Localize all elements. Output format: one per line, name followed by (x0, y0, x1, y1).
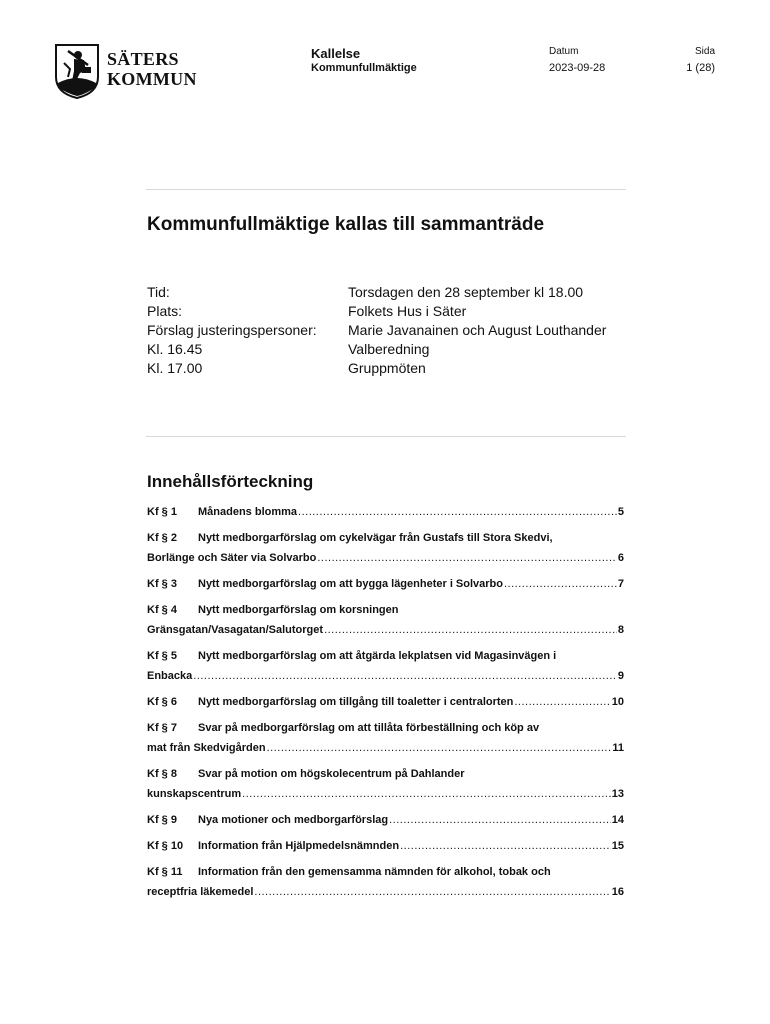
toc-heading: Innehållsförteckning (147, 472, 314, 491)
toc-item-number: Kf § 3 (147, 578, 177, 590)
logo-wordmark (107, 49, 197, 89)
date-label: Datum (549, 46, 579, 57)
meeting-detail-row (147, 283, 627, 302)
toc-item-number: Kf § 9 (147, 814, 177, 826)
toc-leader (514, 692, 610, 712)
logo-line-1: SÄTERS (107, 49, 179, 69)
toc-item-title: Information från den gemensamma nämnden för alkohol, tobak och (198, 866, 551, 878)
coat-of-arms-icon (54, 43, 100, 99)
toc-item-page: 8 (617, 624, 624, 636)
detail-value: Valberedning (348, 341, 430, 357)
toc-leader (317, 548, 617, 568)
toc-item-number: Kf § 7 (147, 722, 177, 734)
toc-item-number: Kf § 4 (147, 604, 177, 616)
toc-item-page: 6 (617, 552, 624, 564)
toc-item-title: Nytt medborgarförslag om cykelvägar från Gustafs till Stora Skedvi, (198, 532, 553, 544)
toc-leader (324, 620, 617, 640)
meeting-detail-row (147, 340, 627, 359)
toc-item-title: Nytt medborgarförslag om att åtgärda lekplatsen vid Magasinvägen i (198, 650, 557, 662)
toc-item-page: 14 (611, 814, 624, 826)
toc-item-number: Kf § 8 (147, 768, 177, 780)
toc-entry[interactable] (147, 764, 624, 804)
toc-item-page: 11 (612, 742, 624, 754)
page-title: Kommunfullmäktige kallas till sammanträde (147, 214, 545, 235)
toc-leader (298, 502, 617, 522)
toc-leader (389, 810, 611, 830)
detail-value: Folkets Hus i Säter (348, 303, 467, 319)
detail-value: Torsdagen den 28 september kl 18.00 (348, 284, 584, 300)
meeting-detail-row (147, 302, 627, 321)
toc-entry[interactable] (147, 692, 624, 712)
toc-item-number: Kf § 10 (147, 840, 184, 852)
toc-entry[interactable] (147, 502, 624, 522)
toc-entry[interactable] (147, 836, 624, 856)
logo-line-2: KOMMUN (107, 69, 197, 89)
toc-leader (242, 784, 611, 804)
toc-entry[interactable] (147, 718, 624, 758)
table-of-contents (147, 502, 624, 908)
toc-item-title-continued: kunskapscentrum (147, 788, 242, 800)
toc-item-number: Kf § 11 (147, 866, 183, 878)
detail-label: Förslag justeringspersoner: (147, 322, 317, 338)
meeting-details (147, 283, 627, 378)
toc-item-number: Kf § 6 (147, 696, 177, 708)
toc-item-title-continued: Gränsgatan/Vasagatan/Salutorget (147, 624, 324, 636)
toc-item-page: 16 (611, 886, 624, 898)
toc-leader (193, 666, 617, 686)
page-label: Sida (694, 46, 715, 57)
toc-item-number: Kf § 1 (147, 506, 177, 518)
meeting-detail-row (147, 321, 627, 340)
toc-item-page: 15 (611, 840, 624, 852)
toc-item-page: 9 (617, 670, 624, 682)
municipality-logo (54, 43, 204, 101)
toc-leader (267, 738, 612, 758)
toc-item-title: Månadens blomma (198, 506, 298, 518)
toc-entry[interactable] (147, 528, 624, 568)
date-value: 2023-09-28 (549, 62, 606, 74)
toc-item-number: Kf § 5 (147, 650, 177, 662)
divider-middle (146, 436, 626, 437)
toc-item-title-continued: receptfria läkemedel (147, 886, 254, 898)
toc-entry[interactable] (147, 600, 624, 640)
toc-leader (254, 882, 610, 902)
toc-item-title: Information från Hjälpmedelsnämnden (198, 840, 400, 852)
toc-item-page: 5 (617, 506, 624, 518)
toc-entry[interactable] (147, 574, 624, 594)
meeting-detail-row (147, 359, 627, 378)
toc-item-page: 7 (617, 578, 624, 590)
toc-leader (504, 574, 617, 594)
toc-item-title-continued: mat från Skedvigården (147, 742, 266, 754)
toc-item-title: Svar på motion om högskolecentrum på Dahlander (198, 768, 465, 780)
toc-item-title-continued: Borlänge och Säter via Solvarbo (147, 552, 317, 564)
toc-entry[interactable] (147, 646, 624, 686)
toc-item-page: 10 (611, 696, 624, 708)
toc-item-title: Svar på medborgarförslag om att tillåta förbeställning och köp av (198, 722, 540, 734)
toc-entry[interactable] (147, 810, 624, 830)
detail-label: Tid: (147, 284, 170, 300)
document-subtitle: Kommunfullmäktige (311, 62, 417, 74)
page-number: 1 (28) (686, 62, 715, 74)
detail-value: Gruppmöten (348, 360, 426, 376)
detail-label: Kl. 17.00 (147, 360, 203, 376)
detail-label: Kl. 16.45 (147, 341, 203, 357)
toc-item-title: Nytt medborgarförslag om tillgång till toaletter i centralorten (198, 696, 514, 708)
divider-top (146, 189, 626, 190)
toc-item-page: 13 (611, 788, 624, 800)
detail-label: Plats: (147, 303, 183, 319)
toc-leader (400, 836, 611, 856)
document-type: Kallelse (311, 46, 361, 61)
toc-item-title: Nytt medborgarförslag om korsningen (198, 604, 399, 616)
toc-item-title: Nytt medborgarförslag om att bygga lägenheter i Solvarbo (198, 578, 503, 590)
detail-value: Marie Javanainen och August Louthander (348, 322, 607, 338)
toc-item-number: Kf § 2 (147, 532, 177, 544)
toc-entry[interactable] (147, 862, 624, 902)
toc-item-title-continued: Enbacka (147, 670, 193, 682)
toc-item-title: Nya motioner och medborgarförslag (198, 814, 389, 826)
